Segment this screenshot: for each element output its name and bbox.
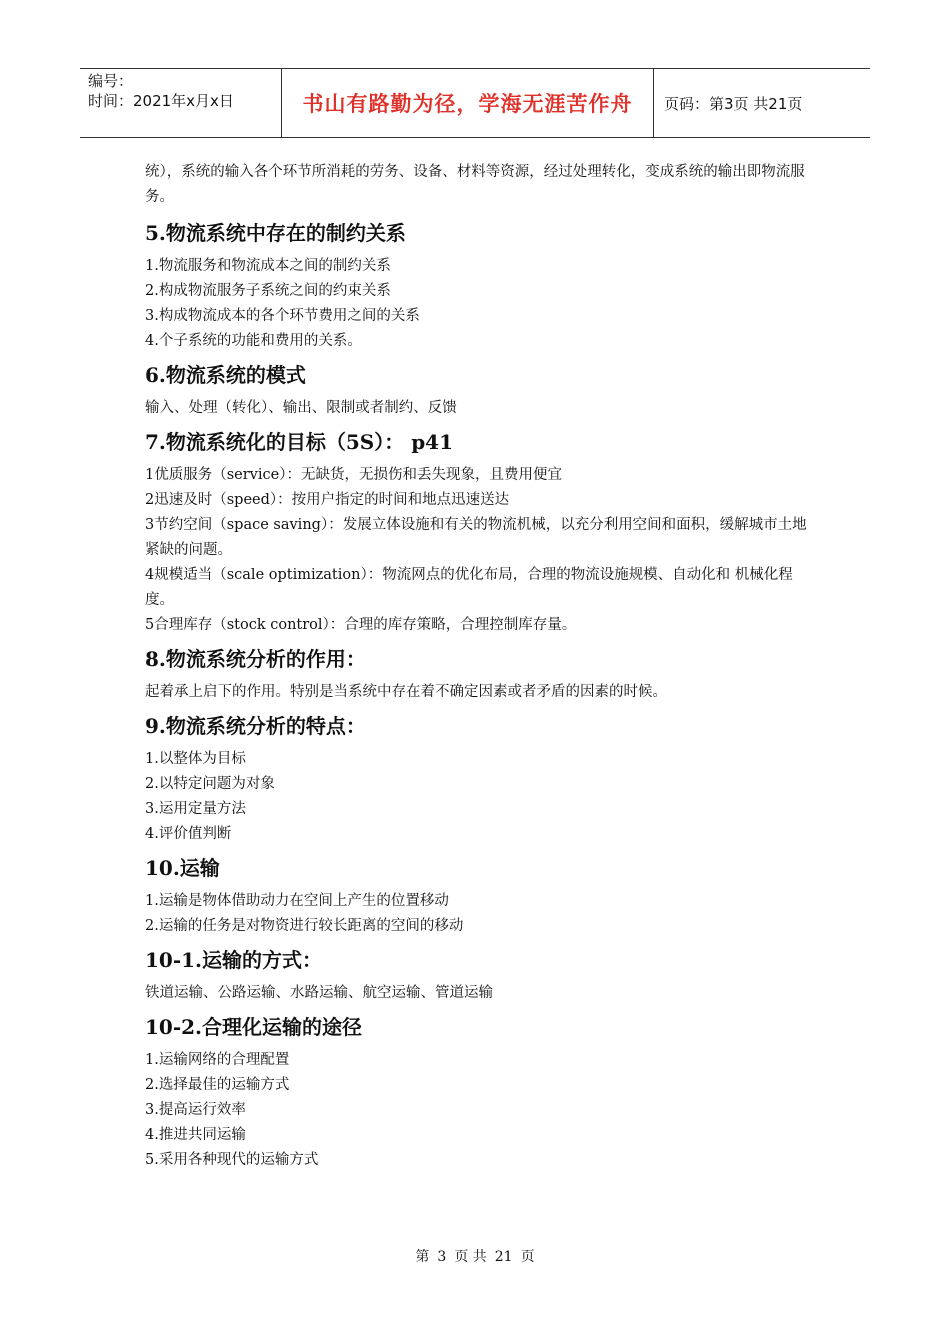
list-item: 2.构成物流服务子系统之间的约束关系 — [145, 283, 391, 299]
section-heading: 10.运输 — [145, 856, 220, 880]
section — [145, 360, 810, 421]
list-item: 2.选择最佳的运输方式 — [145, 1077, 290, 1093]
intro-paragraph: 统），系统的输入各个环节所消耗的劳务、设备、材料等资源，经过处理转化，变成系统的输出即物流服务。 — [145, 164, 805, 205]
section-list — [145, 680, 810, 705]
section — [145, 644, 810, 705]
footer-prefix: 第 — [415, 1249, 430, 1265]
list-item: 起着承上启下的作用。特别是当系统中存在着不确定因素或者矛盾的因素的时候。 — [145, 684, 667, 700]
time-label: 时间：2021年x月x日 — [88, 92, 234, 110]
list-item: 3.构成物流成本的各个环节费用之间的关系 — [145, 308, 420, 324]
section-heading: 10-1.运输的方式： — [145, 948, 323, 972]
list-item: 1优质服务（service）：无缺货，无损伤和丢失现象，且费用便宜 — [145, 467, 562, 483]
list-item: 输入、处理（转化）、输出、限制或者制约、反馈 — [145, 400, 457, 416]
list-item: 1.运输网络的合理配置 — [145, 1052, 290, 1068]
section-list — [145, 463, 810, 638]
section — [145, 1012, 810, 1173]
page-footer — [0, 1246, 950, 1266]
section-list — [145, 747, 810, 847]
header-page-info: 页码：第3页 共21页 — [664, 94, 803, 113]
document-body — [145, 160, 810, 1179]
list-item: 铁道运输、公路运输、水路运输、航空运输、管道运输 — [145, 985, 493, 1001]
section — [145, 218, 810, 354]
list-item: 5合理库存（stock control）：合理的库存策略，合理控制库存量。 — [145, 617, 577, 633]
list-item: 3.运用定量方法 — [145, 801, 246, 817]
section-heading: 5.物流系统中存在的制约关系 — [145, 221, 406, 245]
list-item: 4.推进共同运输 — [145, 1127, 246, 1143]
section-list — [145, 889, 810, 939]
list-item: 4.个子系统的功能和费用的关系。 — [145, 333, 362, 349]
section-list — [145, 254, 810, 354]
section-heading: 9.物流系统分析的特点： — [145, 714, 366, 738]
list-item: 4规模适当（scale optimization）：物流网点的优化布局，合理的物流设施规模、自动化和 机械化程度。 — [145, 567, 793, 608]
section-list — [145, 1048, 810, 1173]
footer-total-pages: 21 — [494, 1249, 513, 1265]
list-item: 1.运输是物体借助动力在空间上产生的位置移动 — [145, 893, 449, 909]
list-item: 2.以特定问题为对象 — [145, 776, 275, 792]
list-item: 3节约空间（space saving）：发展立体设施和有关的物流机械，以充分利用空间和面积，缓解城市土地紧缺的问题。 — [145, 517, 807, 558]
footer-middle: 页 共 — [454, 1249, 487, 1265]
sections-container — [145, 218, 810, 1173]
list-item: 1.物流服务和物流成本之间的制约关系 — [145, 258, 391, 274]
list-item: 2.运输的任务是对物资进行较长距离的空间的移动 — [145, 918, 464, 934]
footer-suffix: 页 — [520, 1249, 535, 1265]
header-meta — [80, 69, 282, 137]
section-heading: 8.物流系统分析的作用： — [145, 647, 366, 671]
header-motto: 书山有路勤为径，学海无涯苦作舟 — [282, 69, 654, 137]
list-item: 2迅速及时（speed）：按用户指定的时间和地点迅速送达 — [145, 492, 510, 508]
list-item: 3.提高运行效率 — [145, 1102, 246, 1118]
footer-current-page: 3 — [437, 1249, 447, 1265]
section — [145, 853, 810, 939]
section-list — [145, 396, 810, 421]
section — [145, 945, 810, 1006]
section-heading: 7.物流系统化的目标（5S）： p41 — [145, 430, 454, 454]
list-item: 5.采用各种现代的运输方式 — [145, 1152, 319, 1168]
section — [145, 427, 810, 638]
number-label: 编号： — [88, 72, 134, 90]
page-header — [80, 68, 870, 138]
section — [145, 711, 810, 847]
list-item: 4.评价值判断 — [145, 826, 232, 842]
list-item: 1.以整体为目标 — [145, 751, 246, 767]
section-heading: 6.物流系统的模式 — [145, 363, 306, 387]
section-list — [145, 981, 810, 1006]
section-heading: 10-2.合理化运输的途径 — [145, 1015, 363, 1039]
